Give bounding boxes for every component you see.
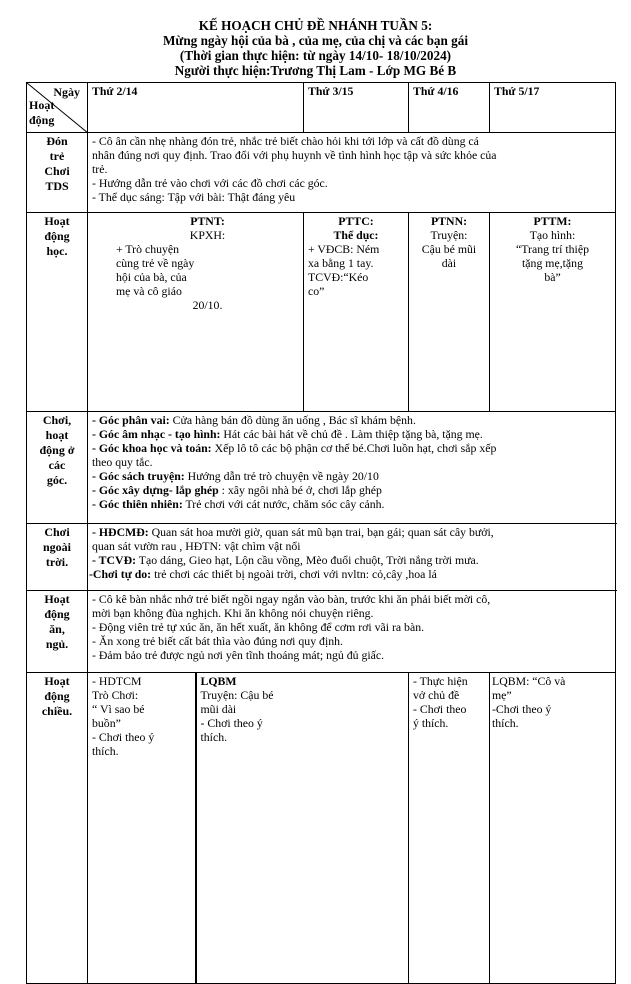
hoc-mon-cell: PTNT: KPXH: + Trò chuyện cùng trẻ về ngày hội của bà, của mẹ và cô giáo 20/10. — [88, 213, 304, 412]
row-label-an-ngu: Hoạt động ăn, ngủ. — [27, 591, 88, 673]
row-label-chieu: Hoạt động chiều. — [27, 673, 88, 984]
day-header-mon: Thứ 2/14 — [88, 83, 304, 133]
row-choi-ngoai-troi — [27, 524, 616, 591]
weekly-plan-table — [26, 82, 616, 984]
hoc-wed-cell: PTNN: Truyện: Cậu bé mũi dài — [409, 213, 490, 412]
hoc-tue-cell: PTTC: Thể dục: + VĐCB: Ném xa bằng 1 tay. TCVĐ:“Kéo co” — [304, 213, 409, 412]
goc-item: - Góc khoa học và toán: Xếp lô tô các bộ phận cơ thể bé.Chơi luồn hạt, chơi sắp xếp — [92, 441, 497, 455]
hoc-thu-cell: PTTM: Tạo hình: “Trang trí thiệp tặng mẹ,tặng bà” — [490, 213, 616, 412]
ngoai-troi-item: - HĐCMĐ: Quan sát hoa mười giờ, quan sát mũ bạn trai, bạn gái; quan sát cây bưởi, — [92, 525, 494, 539]
plan-period: (Thời gian thực hiện: từ ngày 14/10- 18/10/2024) — [179, 48, 452, 63]
goc-item: - Góc phân vai: Cửa hàng bán đồ dùng ăn uống , Bác sĩ khám bệnh. — [92, 413, 416, 427]
goc-item: - Góc sách truyện: Hướng dẫn trẻ trò chuyện về ngày 20/10 — [92, 469, 379, 483]
hoc-mon-subject: PTNT: — [190, 214, 225, 228]
chieu-mon-cell: - HDTCM Trò Chơi: “ Vì sao bé buồn” - Chơi theo ý thích. — [88, 673, 196, 984]
row-choi-goc — [27, 412, 616, 524]
row-don-tre — [27, 133, 616, 213]
choi-goc-content — [88, 412, 616, 524]
ngoai-troi-item: quan sát vườn rau , HĐTN: vật chìm vật nổi — [92, 539, 301, 553]
day-header-row — [27, 83, 616, 133]
goc-item: theo quy tắc. — [92, 455, 153, 469]
ngoai-troi-item: - TCVĐ: Tạo dáng, Gieo hạt, Lộn cầu vồng, Mèo đuổi chuột, Trời nắng trời mưa. — [92, 553, 479, 567]
row-label-choi-goc: Chơi, hoạt động ở các góc. — [27, 412, 88, 524]
row-label-choi-ngoai-troi: Chơi ngoài trời. — [27, 524, 88, 591]
day-header-wed: Thứ 4/16 — [409, 83, 490, 133]
hoc-tue-subject: PTTC: — [338, 214, 374, 228]
chieu-tue-cell: LQBM Truyện: Cậu bé mũi dài - Chơi theo ý thích. — [196, 673, 409, 984]
row-label-don-tre: Đón trẻ Chơi TDS — [27, 133, 88, 213]
chieu-wed-cell: - Thực hiện vở chủ đề - Chơi theo ý thích. — [409, 673, 490, 984]
goc-item: - Góc xây dựng- lắp ghép : xây ngôi nhà bé ở, chơi lắp ghép — [92, 483, 382, 497]
row-hoat-dong-chieu — [27, 673, 616, 984]
day-header-tue: Thứ 3/15 — [304, 83, 409, 133]
chieu-tue-title: LQBM — [200, 674, 237, 688]
hoc-thu-subject: PTTM: — [533, 214, 572, 228]
ngoai-troi-item: -Chơi tự do: trẻ chơi các thiết bị ngoài trời, chơi với nvltn: cỏ,cây ,hoa lá — [89, 567, 437, 581]
row-an-ngu — [27, 591, 616, 673]
day-header-thu: Thứ 5/17 — [490, 83, 616, 133]
don-tre-content: - Cô ân cần nhẹ nhàng đón trẻ, nhắc trẻ biết chào hỏi khi tới lớp và cất đồ dùng cá nhân đúng nơi quy định. Trao đổi với phụ huynh về tình hình học tập và sức khỏe của trẻ. - Hướng dẫn trẻ vào chơi với các đồ chơi các góc. - Thể dục sáng: Tập với bài: Thật đáng yêu — [88, 133, 616, 213]
hoc-tue-sub: Thể dục: — [333, 228, 379, 242]
an-ngu-content: - Cô kê bàn nhắc nhở trẻ biết ngồi ngay ngắn vào bàn, trước khi ăn phải biết mời cô, mời bạn không đùa nghịch. Khi ăn không nói chuyện riêng. - Động viên trẻ tự xúc ăn, ăn hết xuất, ăn không để cơm rơi vãi ra bàn. - Ăn xong trẻ biết cất bát thìa vào đúng nơi quy định. - Đảm bảo trẻ được ngủ nơi yên tĩnh thoáng mát; ngủ đủ giấc. — [88, 591, 616, 673]
row-hoat-dong-hoc — [27, 213, 616, 412]
chieu-thu-cell: LQBM: “Cô và mẹ” -Chơi theo ý thích. — [490, 673, 616, 984]
corner-cell — [27, 83, 88, 133]
row-label-hoat-dong-hoc: Hoạt động học. — [27, 213, 88, 412]
plan-subtitle: Mừng ngày hội của bà , của mẹ, của chị và các bạn gái — [162, 33, 468, 48]
goc-item: - Góc thiên nhiên: Trẻ chơi với cát nước, chăm sóc cây cảnh. — [92, 497, 385, 511]
corner-activity-label: Hoạt động — [29, 98, 55, 127]
plan-teacher: Người thực hiện:Trương Thị Lam - Lớp MG Bé B — [174, 63, 457, 78]
corner-day-label: Ngày — [53, 85, 80, 99]
hoc-wed-subject: PTNN: — [430, 214, 468, 228]
choi-ngoai-troi-content — [88, 524, 616, 591]
goc-item: - Góc âm nhạc - tạo hình: Hát các bài hát về chủ đề . Làm thiệp tặng bà, tặng mẹ. — [92, 427, 483, 441]
plan-title: KẾ HOẠCH CHỦ ĐỀ NHÁNH TUẦN 5: — [198, 18, 433, 33]
